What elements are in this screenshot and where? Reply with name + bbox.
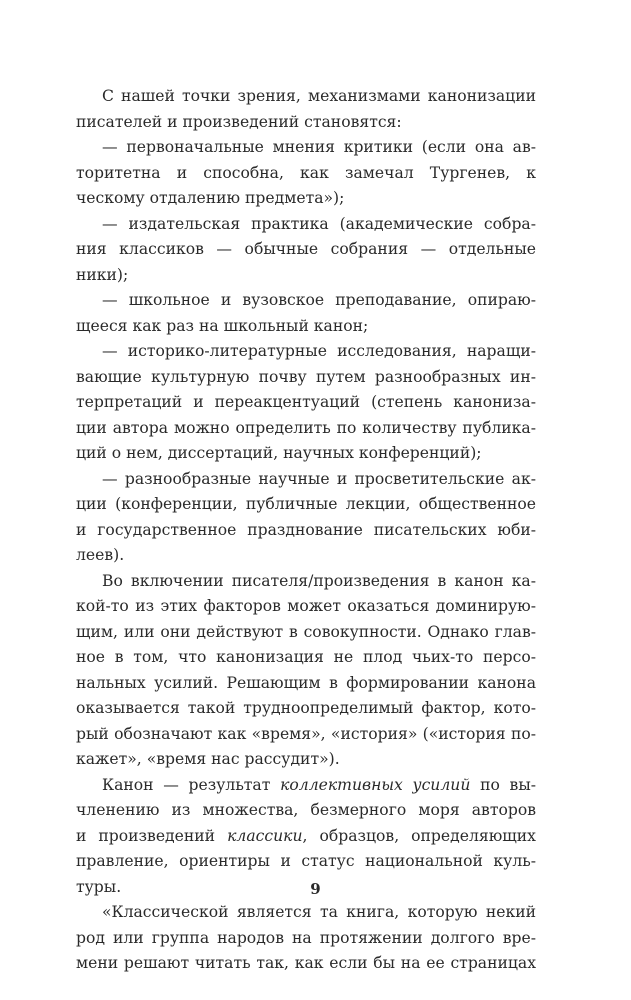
text-line: писателей и произведений становятся: xyxy=(76,112,402,131)
body-text xyxy=(76,84,536,977)
text-line: щим, или они действуют в совокупности. Однако глав- xyxy=(76,622,536,641)
text-line: нальных усилий. Решающим в формировании канона xyxy=(76,673,536,692)
text-line: Во включении писателя/произведения в канон ка- xyxy=(102,571,536,590)
text-line: — разнообразные научные и просветительские ак- xyxy=(102,469,536,488)
text-line: кой-то из этих факторов может оказаться доминирую- xyxy=(76,597,536,615)
text-line: вающие культурную почву путем разнообразных ин- xyxy=(76,367,536,386)
text-segment: , образцов, определяющих xyxy=(302,826,536,845)
text-line: ния классиков — обычные собрания — отдельные xyxy=(76,240,536,258)
text-line: терпретаций и переакцентуаций (степень канониза- xyxy=(76,393,536,411)
text-line: щееся как раз на школьный канон; xyxy=(76,316,369,335)
text-line: мени решают читать так, как если бы на ее страницах xyxy=(76,954,536,972)
text-segment: по вы- xyxy=(470,775,536,794)
text-line: — историко-литературные исследования, наращи- xyxy=(102,342,536,360)
text-segment: и произведений xyxy=(76,826,228,845)
text-line xyxy=(76,773,536,799)
text-line: торитетна и способна, как замечал Тургенев, к xyxy=(76,163,536,182)
text-line: рый обозначают как «время», «история» («история по- xyxy=(76,724,536,743)
text-line: правление, ориентиры и статус национальной куль- xyxy=(76,852,536,870)
text-line: кажет», «время нас рассудит»). xyxy=(76,750,340,768)
text-line: — издательская практика (академические собра- xyxy=(102,214,536,233)
text-line: ций о нем, диссертаций, научных конференций); xyxy=(76,444,482,462)
text-line: леев). xyxy=(76,546,125,564)
text-line: ное в том, что канонизация не плод чьих-то персо- xyxy=(76,648,536,666)
text-line xyxy=(76,824,536,850)
text-line: и государственное празднование писательских юби- xyxy=(76,520,536,539)
text-line: оказывается такой трудноопределимый фактор, кото- xyxy=(76,699,536,717)
page-number: 9 xyxy=(310,880,321,898)
italic-phrase: классики xyxy=(227,826,303,845)
text-line: туры. xyxy=(76,877,122,896)
text-line: ции автора можно определить по количеству публика- xyxy=(76,418,536,437)
text-line: С нашей точки зрения, механизмами канонизации xyxy=(102,87,536,105)
text-line: ческому отдалению предмета»); xyxy=(76,189,345,207)
text-line: «Классической является та книга, которую некий xyxy=(102,903,536,921)
text-line: ники); xyxy=(76,265,129,284)
text-line: — первоначальные мнения критики (если она ав- xyxy=(102,138,536,156)
text-line: род или группа народов на протяжении долгого вре- xyxy=(76,928,536,947)
text-line: членению из множества, безмерного моря авторов xyxy=(76,801,536,819)
text-line: — школьное и вузовское преподавание, опираю- xyxy=(102,291,536,309)
italic-phrase: коллективных усилий xyxy=(280,775,471,794)
text-line: ции (конференции, публичные лекции, общественное xyxy=(76,495,536,513)
text-segment: Канон — результат xyxy=(102,775,281,794)
